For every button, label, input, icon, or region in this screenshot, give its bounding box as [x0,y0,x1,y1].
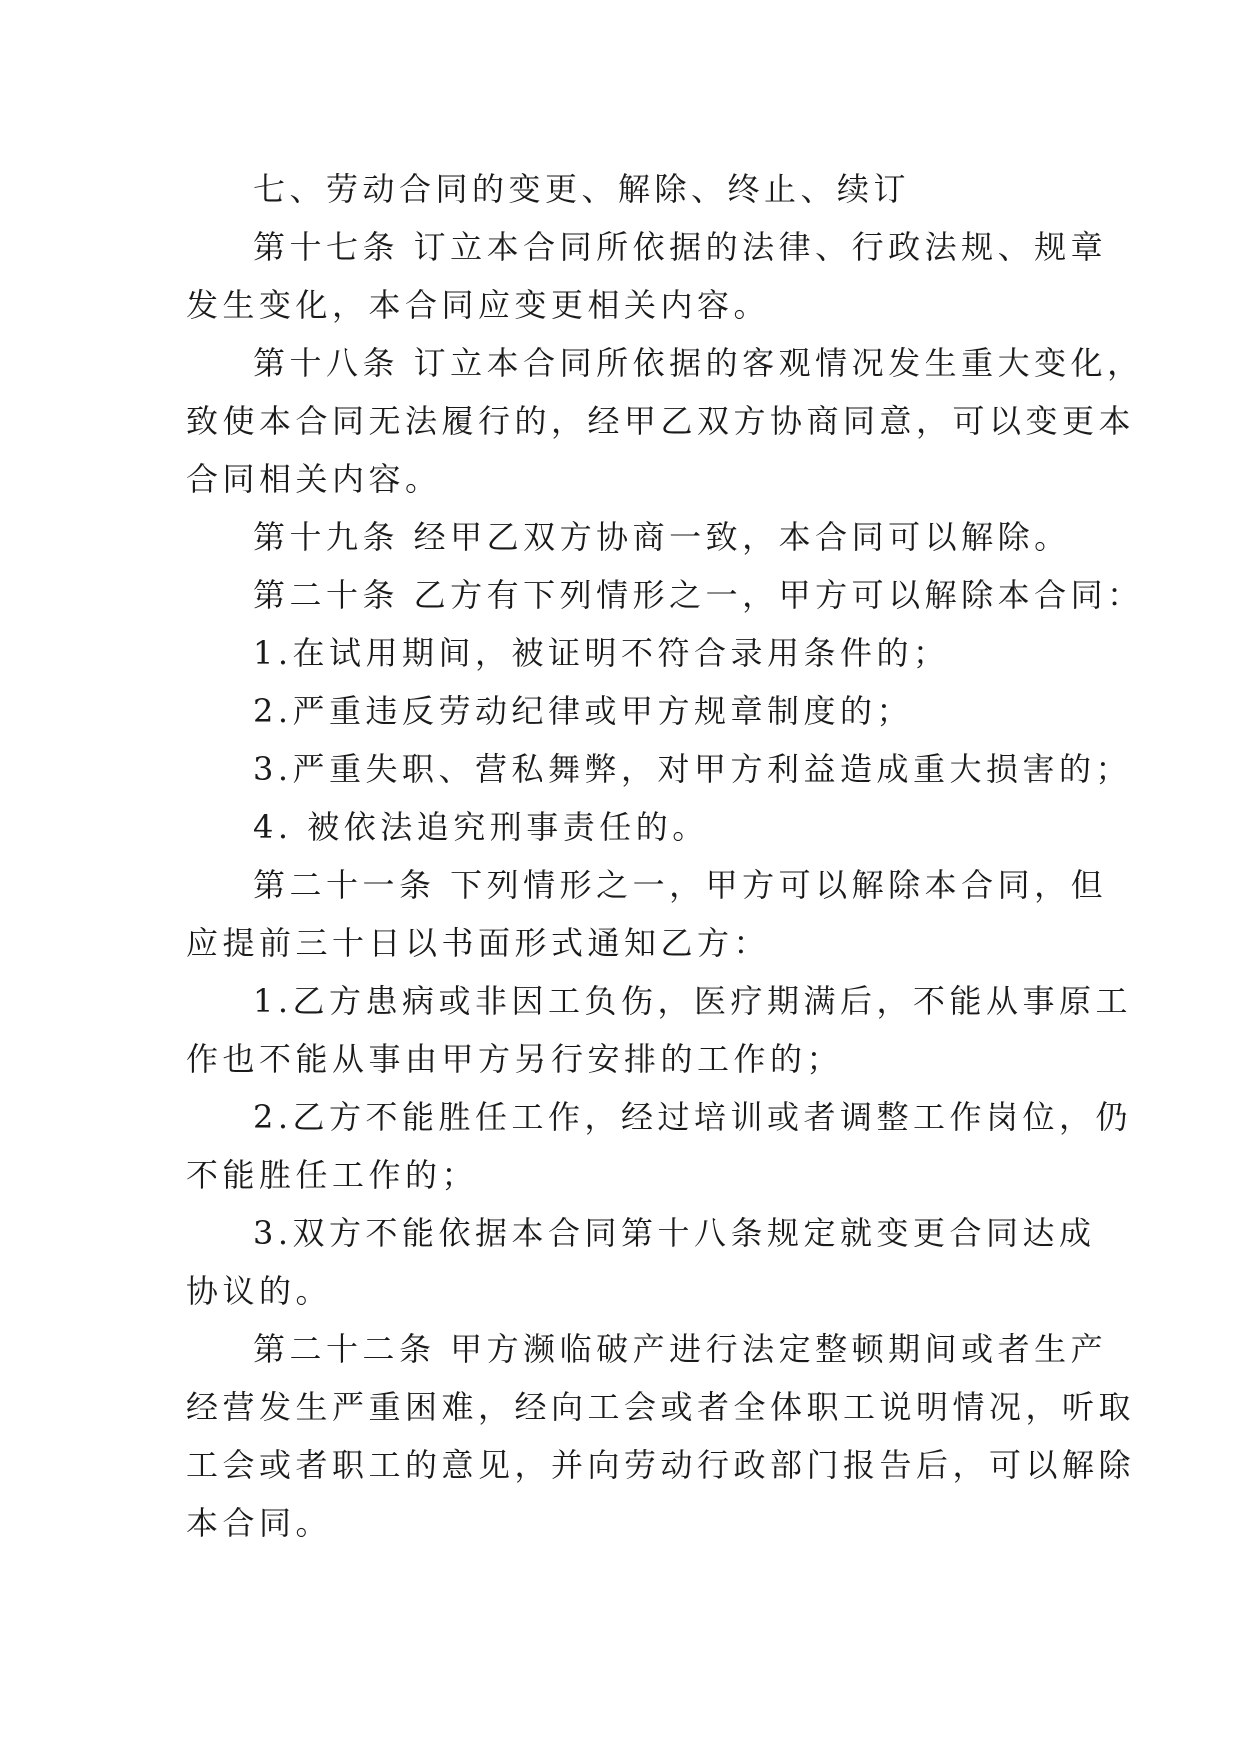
paragraph-line: 经营发生严重困难，经向工会或者全体职工说明情况，听取 [186,1388,1136,1426]
paragraph-line: 本合同。 [186,1504,333,1542]
list-item-continuation: 协议的。 [186,1272,333,1310]
list-item: 1.在试用期间，被证明不符合录用条件的； [253,634,950,672]
list-item: 3.严重失职、营私舞弊，对甲方利益造成重大损害的； [253,750,1133,788]
paragraph-line: 第二十一条 下列情形之一，甲方可以解除本合同，但 [253,866,1108,904]
paragraph-line: 第十九条 经甲乙双方协商一致，本合同可以解除。 [253,518,1071,556]
paragraph-line: 工会或者职工的意见，并向劳动行政部门报告后，可以解除 [186,1446,1136,1484]
paragraph-line: 第二十二条 甲方濒临破产进行法定整顿期间或者生产 [253,1330,1108,1368]
paragraph-line: 应提前三十日以书面形式通知乙方： [186,924,771,962]
list-item: 2.严重违反劳动纪律或甲方规章制度的； [253,692,914,730]
list-item: 1.乙方患病或非因工负伤，医疗期满后，不能从事原工 [253,982,1133,1020]
paragraph-line: 第十七条 订立本合同所依据的法律、行政法规、规章 [253,228,1108,266]
paragraph-line: 致使本合同无法履行的，经甲乙双方协商同意，可以变更本 [186,402,1136,440]
list-item-continuation: 作也不能从事由甲方另行安排的工作的； [186,1040,844,1078]
paragraph-line: 第十八条 订立本合同所依据的客观情况发生重大变化， [253,344,1144,382]
list-item: 3.双方不能依据本合同第十八条规定就变更合同达成 [253,1214,1096,1252]
section-heading: 七、劳动合同的变更、解除、终止、续订 [253,170,911,208]
paragraph-line: 第二十条 乙方有下列情形之一，甲方可以解除本合同： [253,576,1144,614]
list-item-continuation: 不能胜任工作的； [186,1156,479,1194]
list-item: 4. 被依法追究刑事责任的。 [253,808,709,846]
paragraph-line: 发生变化，本合同应变更相关内容。 [186,286,771,324]
paragraph-line: 合同相关内容。 [186,460,442,498]
document-body [186,160,1144,1552]
list-item: 2.乙方不能胜任工作，经过培训或者调整工作岗位，仍 [253,1098,1133,1136]
